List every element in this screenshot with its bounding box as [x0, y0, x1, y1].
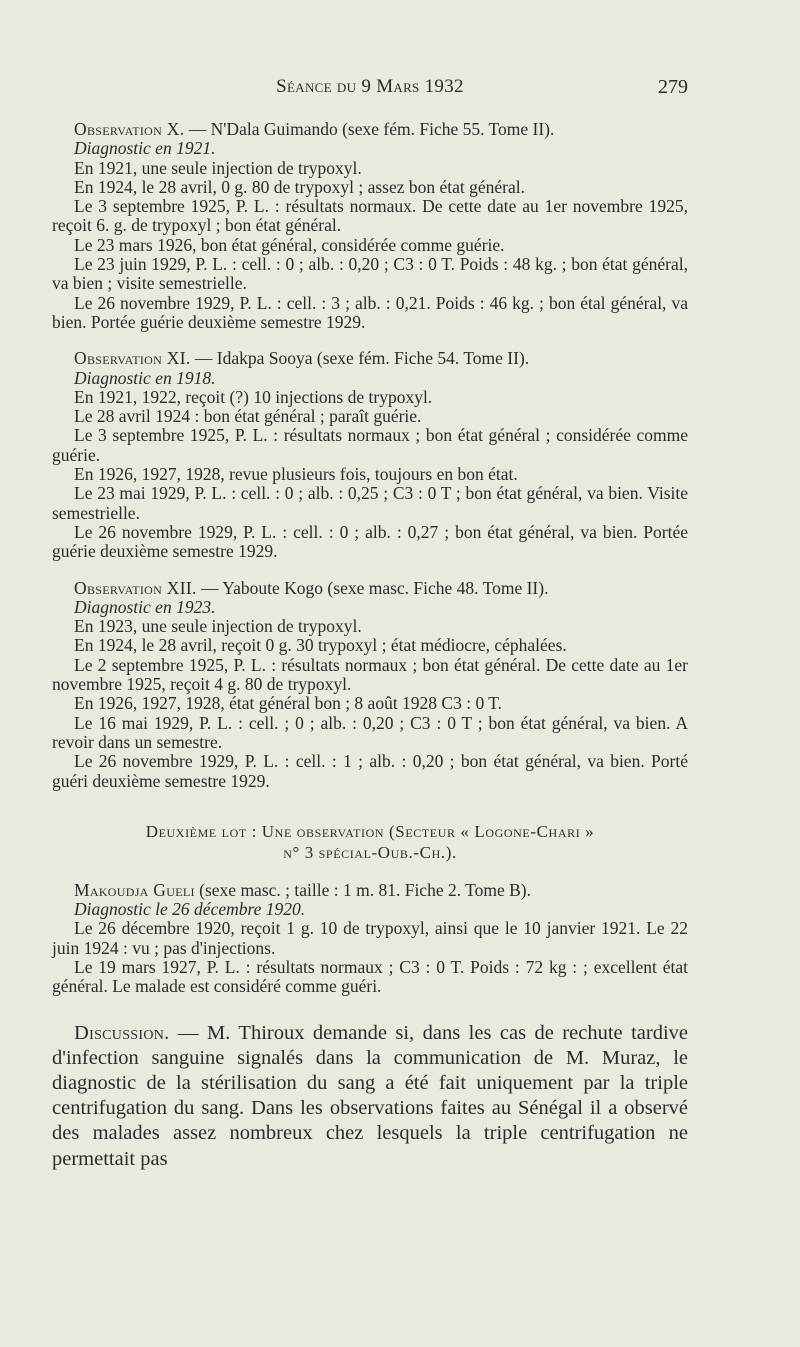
observation-title: — Idakpa Sooya (sexe fém. Fiche 54. Tome II).	[190, 348, 530, 369]
discussion-label: Discussion.	[74, 1021, 170, 1044]
observation-heading	[52, 881, 688, 900]
observation-line: En 1921, une seule injection de trypoxyl.	[74, 157, 362, 178]
observation-line: En 1924, le 28 avril, reçoit 0 g. 30 trypoxyl ; état médiocre, céphalées.	[74, 635, 567, 656]
discussion-paragraph	[52, 1021, 688, 1172]
page-body	[52, 120, 688, 1172]
observation-line: Le 19 mars 1927, P. L. : résultats normaux ; C3 : 0 T. Poids : 72 kg : ; excellent état général. Le malade est considéré comme guéri.	[52, 956, 688, 997]
observation-x	[52, 120, 688, 332]
observation-line: En 1921, 1922, reçoit (?) 10 injections de trypoxyl.	[74, 386, 433, 407]
section-heading	[52, 821, 688, 863]
observation-title: (sexe masc. ; taille : 1 m. 81. Fiche 2. Tome B).	[194, 879, 531, 900]
observation-line: Le 26 novembre 1929, P. L. : cell. : 0 ; alb. : 0,27 ; bon état général, va bien. Portée guérie deuxième semestre 1929.	[52, 521, 688, 562]
page-header	[52, 76, 688, 106]
observation-title: — N'Dala Guimando (sexe fém. Fiche 55. Tome II).	[184, 119, 555, 139]
observation-title: — Yaboute Kogo (sexe masc. Fiche 48. Tome II).	[196, 577, 549, 598]
running-title: Séance du 9 Mars 1932	[276, 76, 464, 97]
observation-line: En 1926, 1927, 1928, état général bon ; 8 août 1928 C3 : 0 T.	[74, 693, 503, 714]
page-number: 279	[658, 76, 688, 98]
observation-line: Le 23 juin 1929, P. L. : cell. : 0 ; alb. : 0,20 ; C3 : 0 T. Poids : 48 kg. ; bon état général, va bien ; visite semestrielle.	[52, 254, 688, 294]
observation-line: En 1923, une seule injection de trypoxyl.	[74, 616, 362, 637]
observation-xi	[52, 349, 688, 561]
observation-xii	[52, 579, 688, 791]
observation-makoudja	[52, 881, 688, 997]
patient-name: Makoudja Gueli	[74, 879, 195, 900]
diagnostic-line: Diagnostic en 1918.	[74, 367, 216, 388]
observation-line: Le 16 mai 1929, P. L. : cell. ; 0 ; alb. : 0,20 ; C3 : 0 T ; bon état général, va bien. A revoir dans un semestre.	[52, 712, 688, 752]
observation-label: Observation XII.	[74, 577, 197, 598]
observation-label: Observation XI.	[74, 348, 191, 369]
observation-line: Le 3 septembre 1925, P. L. : résultats normaux ; bon état général ; considérée comme guérie.	[52, 425, 688, 465]
diagnostic-line: Diagnostic en 1923.	[74, 596, 216, 617]
observation-line: Le 26 novembre 1929, P. L. : cell. : 3 ; alb. : 0,21. Poids : 46 kg. ; bon étal général, va bien. Portée guérie deuxième semestre 1929.	[52, 292, 688, 332]
observation-line: Le 23 mai 1929, P. L. : cell. : 0 ; alb. : 0,25 ; C3 : 0 T ; bon état général, va bien. Visite semestrielle.	[52, 483, 688, 523]
discussion-text: — M. Thiroux demande si, dans les cas de rechute tardive d'infection sanguine signalés dans la communication de M. Muraz, le diagnostic de la stérilisation du sang a été fait uniquement par la triple centrifugation du sang. Dans les observations faites au Sénégal il a observé des malades assez nombreux chez lesquels la triple centrifugation ne permettait pas	[52, 1021, 688, 1170]
observation-line: En 1926, 1927, 1928, revue plusieurs fois, toujours en bon état.	[74, 464, 518, 485]
observation-line: Le 26 novembre 1929, P. L. : cell. : 1 ; alb. : 0,20 ; bon état général, va bien. Porté guéri deuxième semestre 1929.	[52, 751, 688, 791]
observation-line: Le 23 mars 1926, bon état général, considérée comme guérie.	[74, 234, 505, 255]
observation-line: En 1924, le 28 avril, 0 g. 80 de trypoxyl ; assez bon état général.	[74, 176, 525, 197]
observation-heading	[52, 579, 688, 598]
observation-heading	[52, 349, 688, 368]
observation-line: Le 28 avril 1924 : bon état général ; paraît guérie.	[74, 406, 422, 427]
discussion-section	[52, 1021, 688, 1172]
observation-line: Le 2 septembre 1925, P. L. : résultats normaux ; bon état général. De cette date au 1er novembre 1925, reçoit 4 g. 80 de trypoxyl.	[52, 654, 688, 695]
section-heading-line1: Deuxième lot : Une observation (Secteur « Logone-Chari »	[145, 821, 595, 841]
observation-line: Le 26 décembre 1920, reçoit 1 g. 10 de trypoxyl, ainsi que le 10 janvier 1921. Le 22 juin 1924 : vu ; pas d'injections.	[52, 918, 688, 958]
section-heading-line2: n° 3 spécial-Oub.-Ch.).	[283, 842, 457, 862]
observation-label: Observation X.	[74, 119, 185, 139]
diagnostic-line: Diagnostic en 1921.	[74, 138, 216, 159]
observation-line: Le 3 septembre 1925, P. L. : résultats normaux. De cette date au 1er novembre 1925, reçoit 6. g. de trypoxyl ; bon état général.	[52, 196, 688, 236]
observation-heading	[52, 120, 688, 139]
diagnostic-line: Diagnostic le 26 décembre 1920.	[74, 899, 306, 920]
